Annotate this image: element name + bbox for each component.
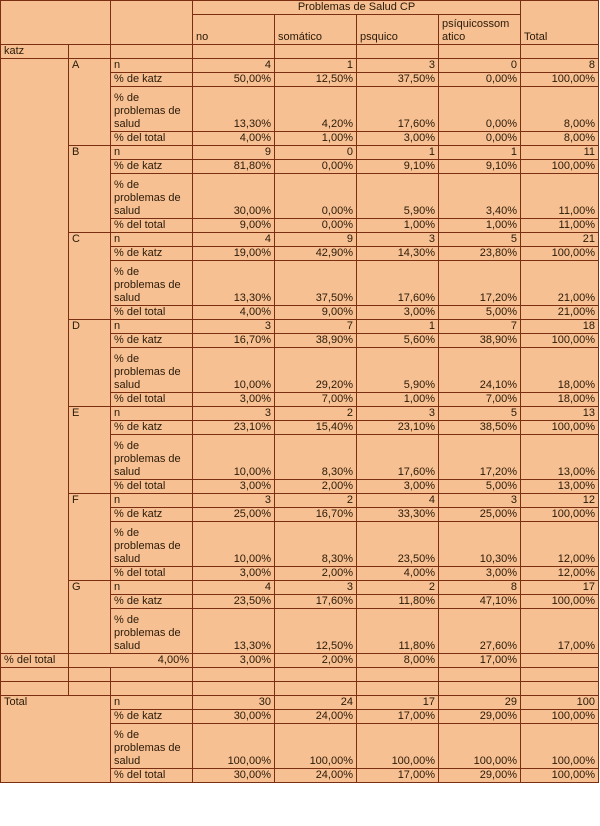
stat-label: n: [111, 407, 193, 421]
cell-value: 5,60%: [357, 334, 439, 348]
stat-label: n: [111, 233, 193, 247]
data-row: [1, 581, 599, 595]
stat-label: % de katz: [111, 247, 193, 261]
cell-value: 24,10%: [439, 348, 521, 393]
row-variable-label: katz: [1, 45, 69, 59]
cell-value: 3,00%: [193, 480, 275, 494]
cell-value: 5,90%: [357, 348, 439, 393]
cell-value: 100,00%: [275, 724, 357, 769]
cell-value: 29,00%: [439, 710, 521, 724]
cell-value: 0,00%: [439, 73, 521, 87]
cell-value: 23,80%: [439, 247, 521, 261]
cell-value: 1,00%: [439, 219, 521, 233]
cell-value: 23,50%: [193, 595, 275, 609]
cell-value: 2: [275, 407, 357, 421]
cell-value: 1,00%: [357, 393, 439, 407]
stat-label: % del total: [111, 567, 193, 581]
stat-label: % de katz: [111, 710, 193, 724]
cell-value: 25,00%: [193, 508, 275, 522]
group-label-F: F: [69, 494, 111, 581]
cell-value: 7: [439, 320, 521, 334]
cell-value: 8,00%: [521, 132, 599, 146]
stat-label: % de problemas de salud: [111, 522, 193, 567]
cell-value: 1: [439, 146, 521, 160]
cell-value: 3,40%: [439, 174, 521, 219]
cell-value: 18,00%: [521, 393, 599, 407]
cell-value: 3: [357, 59, 439, 73]
cell-value: 2,00%: [275, 567, 357, 581]
data-row: [1, 407, 599, 421]
cell-value: 100,00%: [521, 160, 599, 174]
cell-value: 7: [275, 320, 357, 334]
cell-value: 13,30%: [193, 261, 275, 306]
cell-value: 3: [193, 407, 275, 421]
total-label: Total: [1, 696, 111, 783]
cell-value: 1: [357, 320, 439, 334]
group-label-C: C: [69, 233, 111, 320]
cell-value: 1,00%: [275, 132, 357, 146]
stat-label: n: [111, 581, 193, 595]
col-header-total: Total: [521, 1, 599, 45]
cell-value: 1: [357, 146, 439, 160]
stat-label: n: [111, 320, 193, 334]
cell-value: 100,00%: [521, 247, 599, 261]
stray-row-label: % del total: [1, 654, 69, 668]
cell-value: 12,50%: [275, 73, 357, 87]
cell-value: 100,00%: [521, 73, 599, 87]
cell-value: 37,50%: [275, 261, 357, 306]
cell-value: 12: [521, 494, 599, 508]
cell-value: 11,80%: [357, 595, 439, 609]
stat-label: % de problemas de salud: [111, 261, 193, 306]
cell-value: 27,60%: [439, 609, 521, 654]
cell-value: 5: [439, 233, 521, 247]
stat-label: % de katz: [111, 421, 193, 435]
cell-value: 4,00%: [193, 306, 275, 320]
cell-value: 17: [357, 696, 439, 710]
stat-label: % del total: [111, 306, 193, 320]
cell-value: 29,00%: [439, 769, 521, 783]
cell-value: 21,00%: [521, 306, 599, 320]
cell-value: 29,20%: [275, 348, 357, 393]
cell-value: 3,00%: [357, 480, 439, 494]
cell-value: 3,00%: [193, 654, 275, 668]
stat-label: % del total: [111, 132, 193, 146]
cell-value: 9,00%: [275, 306, 357, 320]
cell-value: 100,00%: [521, 421, 599, 435]
stat-label: % de problemas de salud: [111, 174, 193, 219]
cell-value: 4: [193, 59, 275, 73]
stat-label: % de problemas de salud: [111, 435, 193, 480]
cell-value: 17,60%: [275, 595, 357, 609]
cell-value: 2: [357, 581, 439, 595]
cell-value: 0,00%: [275, 160, 357, 174]
cell-value: 38,90%: [439, 334, 521, 348]
stat-label: n: [111, 494, 193, 508]
group-label-E: E: [69, 407, 111, 494]
cell-value: 100: [521, 696, 599, 710]
cell-value: 2: [275, 494, 357, 508]
cell-value: 0,00%: [439, 132, 521, 146]
stat-label: % de katz: [111, 334, 193, 348]
katz-label-row: [1, 45, 599, 59]
cell-value: 33,30%: [357, 508, 439, 522]
header-row-1: [1, 1, 599, 15]
stat-label: % de problemas de salud: [111, 609, 193, 654]
cell-value: 3,00%: [357, 306, 439, 320]
cell-value: 11: [521, 146, 599, 160]
spacer-row: [1, 682, 599, 696]
cell-value: 13: [521, 407, 599, 421]
stat-label: % de katz: [111, 595, 193, 609]
cell-value: 50,00%: [193, 73, 275, 87]
cell-value: 12,00%: [521, 522, 599, 567]
cell-value: 24: [275, 696, 357, 710]
stray-total-row: [1, 654, 599, 668]
cell-value: 38,50%: [439, 421, 521, 435]
katz-span: [1, 59, 69, 654]
cell-value: 100,00%: [193, 724, 275, 769]
cell-value: 100,00%: [521, 334, 599, 348]
data-row: [1, 233, 599, 247]
cell-value: 100,00%: [521, 508, 599, 522]
stat-corner-cell: [111, 1, 193, 45]
cell-value: 12,50%: [275, 609, 357, 654]
cell-value: 17,00%: [521, 609, 599, 654]
cell-value: 100,00%: [521, 724, 599, 769]
cell-value: 3,00%: [193, 567, 275, 581]
cell-value: 17,00%: [439, 654, 521, 668]
cell-value: 11,00%: [521, 174, 599, 219]
cell-value: 0,00%: [275, 174, 357, 219]
cell-value: 13,00%: [521, 435, 599, 480]
cell-value: 3: [357, 407, 439, 421]
cell-value: 12,00%: [521, 567, 599, 581]
cell-value: 2,00%: [275, 480, 357, 494]
stat-label: % de katz: [111, 508, 193, 522]
stat-label: % de problemas de salud: [111, 348, 193, 393]
cell-value: 11,00%: [521, 219, 599, 233]
cell-value: 23,10%: [193, 421, 275, 435]
cell-value: 81,80%: [193, 160, 275, 174]
corner-cell: [1, 1, 111, 45]
cell-value: 3: [275, 581, 357, 595]
cell-value: 14,30%: [357, 247, 439, 261]
cell-value: 15,40%: [275, 421, 357, 435]
cell-value: 47,10%: [439, 595, 521, 609]
cell-value: 19,00%: [193, 247, 275, 261]
cell-value: 9,00%: [193, 219, 275, 233]
cell-value: 21: [521, 233, 599, 247]
cell-value: 4,00%: [193, 132, 275, 146]
cell-value: 5: [439, 407, 521, 421]
stat-label: n: [111, 59, 193, 73]
cell-value: 3,00%: [439, 567, 521, 581]
stat-label: % de problemas de salud: [111, 724, 193, 769]
cell-value: 13,30%: [193, 609, 275, 654]
cell-value: 0,00%: [275, 219, 357, 233]
group-label-D: D: [69, 320, 111, 407]
cell-value: 5,00%: [439, 306, 521, 320]
cell-value: 4,20%: [275, 87, 357, 132]
cell-value: 0: [439, 59, 521, 73]
cell-value: 3: [193, 320, 275, 334]
cell-value: 16,70%: [275, 508, 357, 522]
cell-value: 100,00%: [521, 710, 599, 724]
group-label-G: G: [69, 581, 111, 654]
stat-label: n: [111, 146, 193, 160]
cell-value: 4,00%: [69, 654, 193, 668]
cell-value: 8: [521, 59, 599, 73]
cell-value: 24,00%: [275, 710, 357, 724]
cell-value: 17,60%: [357, 435, 439, 480]
cell-value: 8,30%: [275, 435, 357, 480]
cell-value: 23,50%: [357, 522, 439, 567]
cell-value: 30,00%: [193, 710, 275, 724]
stat-label: % del total: [111, 769, 193, 783]
data-row: [1, 320, 599, 334]
stat-label: % de katz: [111, 160, 193, 174]
cell-value: 7,00%: [275, 393, 357, 407]
cell-value: 5,90%: [357, 174, 439, 219]
cell-value: 8: [439, 581, 521, 595]
cell-value: 4,00%: [357, 567, 439, 581]
cell-value: 29: [439, 696, 521, 710]
cell-value: 4: [357, 494, 439, 508]
cell-value: 0: [275, 146, 357, 160]
cell-value: 16,70%: [193, 334, 275, 348]
cell-value: 13,00%: [521, 480, 599, 494]
cell-value: 17,00%: [357, 769, 439, 783]
cell-value: 17,60%: [357, 87, 439, 132]
stat-label: n: [111, 696, 193, 710]
cell-value: 2,00%: [275, 654, 357, 668]
cell-value: 1,00%: [357, 219, 439, 233]
cell-value: 17,60%: [357, 261, 439, 306]
cell-value: 5,00%: [439, 480, 521, 494]
stat-label: % del total: [111, 219, 193, 233]
cell-value: 8,30%: [275, 522, 357, 567]
cell-value: 4: [193, 233, 275, 247]
cell-value: 25,00%: [439, 508, 521, 522]
data-row: [1, 146, 599, 160]
col-header-no: no: [193, 15, 275, 45]
group-label-B: B: [69, 146, 111, 233]
cell-value: 18: [521, 320, 599, 334]
cell-value: 7,00%: [439, 393, 521, 407]
col-header-psiquicossomatico: psíquicossom atico: [439, 15, 521, 45]
cell-value: 8,00%: [521, 87, 599, 132]
cell-value: 4: [193, 581, 275, 595]
cell-value: 13,30%: [193, 87, 275, 132]
stat-label: % de katz: [111, 73, 193, 87]
stat-label: % del total: [111, 393, 193, 407]
cell-value: 10,30%: [439, 522, 521, 567]
cell-value: 30,00%: [193, 174, 275, 219]
cell-value: 9: [275, 233, 357, 247]
cell-value: 3,00%: [357, 132, 439, 146]
cell-value: 10,00%: [193, 522, 275, 567]
cell-value: 17,20%: [439, 261, 521, 306]
cell-value: 38,90%: [275, 334, 357, 348]
cell-value: 100,00%: [357, 724, 439, 769]
total-row: [1, 696, 599, 710]
cell-value: 100,00%: [521, 595, 599, 609]
col-header-somatico: somático: [275, 15, 357, 45]
cell-value: 30,00%: [193, 769, 275, 783]
cell-value: 3: [193, 494, 275, 508]
stat-label: % del total: [111, 480, 193, 494]
cell-value: 30: [193, 696, 275, 710]
cell-value: 0,00%: [439, 87, 521, 132]
cell-value: 17,00%: [357, 710, 439, 724]
cell-value: 42,90%: [275, 247, 357, 261]
cell-value: 9,10%: [357, 160, 439, 174]
cell-value: 17: [521, 581, 599, 595]
cell-value: 3,00%: [193, 393, 275, 407]
cell-value: 100,00%: [439, 724, 521, 769]
cell-value: 10,00%: [193, 435, 275, 480]
cell-value: 9: [193, 146, 275, 160]
cell-value: 1: [275, 59, 357, 73]
cell-value: 37,50%: [357, 73, 439, 87]
group-title: Problemas de Salud CP: [193, 1, 521, 15]
cell-value: 18,00%: [521, 348, 599, 393]
cell-value: 9,10%: [439, 160, 521, 174]
cell-value: 3: [357, 233, 439, 247]
data-row: [1, 59, 599, 73]
spacer-row: [1, 668, 599, 682]
group-label-A: A: [69, 59, 111, 146]
cell-value: 24,00%: [275, 769, 357, 783]
cell-value: 100,00%: [521, 769, 599, 783]
col-header-psquico: psquico: [357, 15, 439, 45]
cell-value: 3: [439, 494, 521, 508]
cell-value: 17,20%: [439, 435, 521, 480]
cell-value: 23,10%: [357, 421, 439, 435]
cell-value: 10,00%: [193, 348, 275, 393]
data-row: [1, 494, 599, 508]
cell-value: 21,00%: [521, 261, 599, 306]
stat-label: % de problemas de salud: [111, 87, 193, 132]
cell-value: 8,00%: [357, 654, 439, 668]
cell-value: 11,80%: [357, 609, 439, 654]
